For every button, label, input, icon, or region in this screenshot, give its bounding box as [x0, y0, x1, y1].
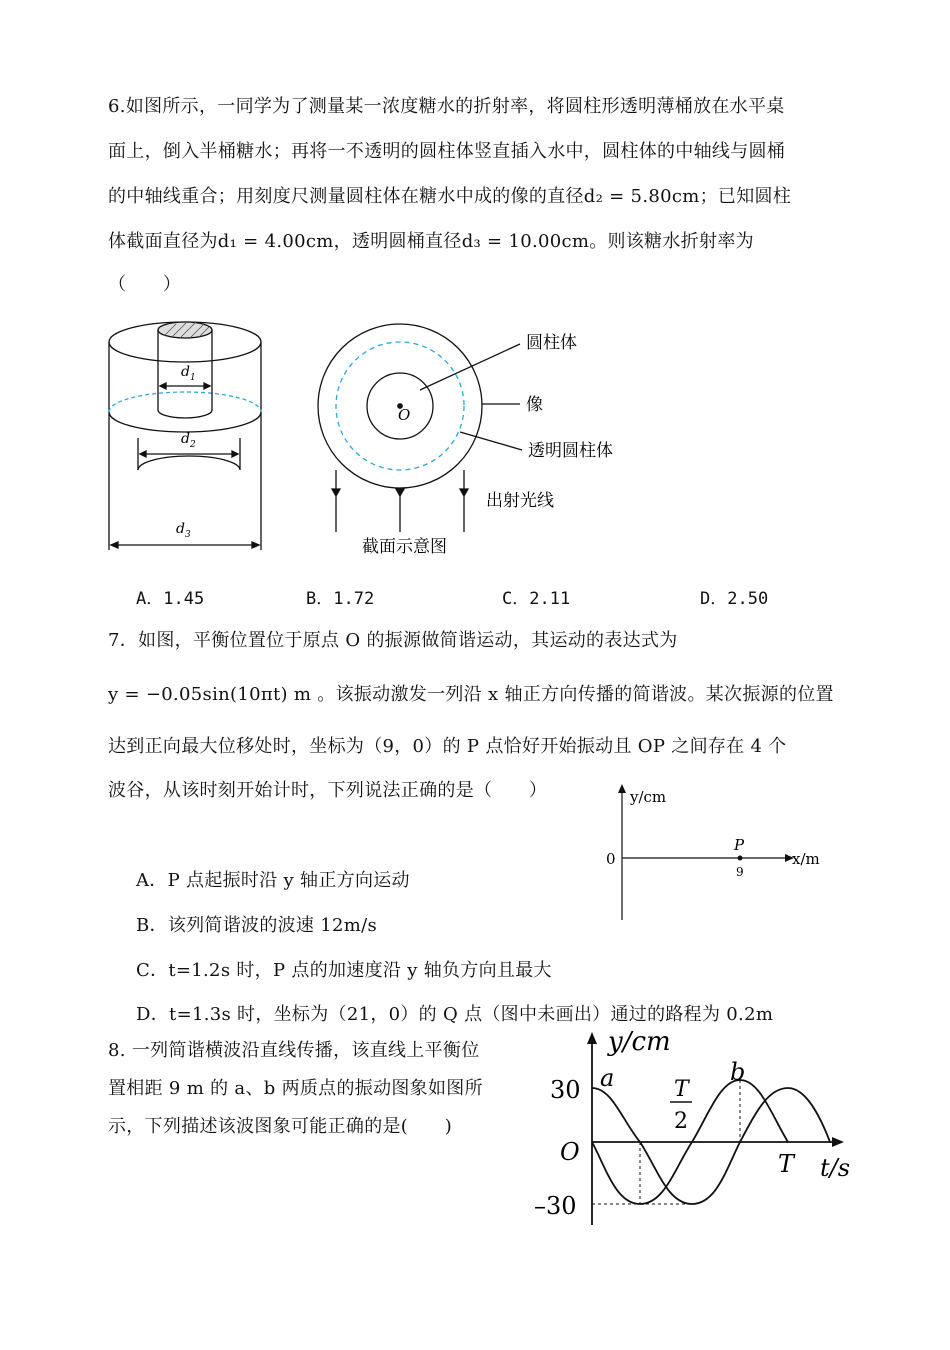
- q6-d1-label: $d_1$: [181, 364, 196, 383]
- q8-label-a: a: [600, 1064, 615, 1092]
- q6-caption: 截面示意图: [362, 537, 447, 557]
- q8-y-top: 30: [550, 1076, 581, 1104]
- q8-half-period-num: T: [674, 1077, 689, 1102]
- q6-label-rays: 出射光线: [486, 491, 554, 511]
- q7-line-3: 达到正向最大位移处时，坐标为（9，0）的 P 点恰好开始振动且 OP 之间存在 4 个: [108, 736, 787, 757]
- q6-d3-label: $d_3$: [176, 521, 191, 540]
- q7-p-x: 9: [736, 865, 744, 879]
- q6-d2-label: $d_2$: [181, 431, 196, 450]
- q8-line-2: 置相距 9 m 的 a、b 两质点的振动图象如图所: [108, 1078, 483, 1099]
- q6-label-image: 像: [526, 395, 543, 415]
- q6-option-a[interactable]: A．1.45: [136, 589, 205, 609]
- q7-point-p: [738, 856, 743, 861]
- q6-line-4: 体截面直径为d₁ = 4.00cm，透明圆桶直径d₃ = 10.00cm。则该糖水折射率为: [108, 231, 754, 252]
- q7-option-b[interactable]: B．该列简谐波的波速 12m/s: [136, 915, 378, 936]
- q8-origin: O: [560, 1138, 580, 1166]
- q7-line-1: 7．如图，平衡位置位于原点 O 的振源做简谐运动，其运动的表达式为: [108, 630, 678, 651]
- q7-line-2: y = −0.05sin(10πt) m 。该振动激发一列沿 x 轴正方向传播的简谐波。某次振源的位置: [108, 684, 834, 705]
- q8-ylabel: y/cm: [608, 1027, 671, 1057]
- q8-wave-a: [592, 1088, 830, 1204]
- q7-figure: [600, 780, 840, 925]
- q6-figure: [100, 310, 660, 565]
- q7-line-4: 波谷，从该时刻开始计时，下列说法正确的是（ ）: [108, 780, 548, 801]
- q8-figure: [530, 1020, 860, 1230]
- q7-origin: 0: [606, 850, 616, 868]
- q7-xlabel: x/m: [792, 850, 820, 868]
- q7-p-label: P: [734, 836, 745, 854]
- q6-label-tube: 透明圆柱体: [528, 441, 613, 461]
- q6-line-2: 面上，倒入半桶糖水；再将一不透明的圆柱体竖直插入水中，圆柱体的中轴线与圆桶: [108, 141, 786, 162]
- q8-xlabel: t/s: [820, 1154, 851, 1182]
- q6-center-O: O: [398, 406, 411, 424]
- q7-option-a[interactable]: A．P 点起振时沿 y 轴正方向运动: [136, 870, 410, 891]
- q6-line-1: 6.如图所示，一同学为了测量某一浓度糖水的折射率，将圆柱形透明薄桶放在水平桌: [108, 96, 785, 117]
- q8-line-1: 8. 一列简谐横波沿直线传播，该直线上平衡位: [108, 1040, 480, 1061]
- q7-option-d[interactable]: D．t=1.3s 时，坐标为（21，0）的 Q 点（图中未画出）通过的路程为 0.2m: [136, 1004, 774, 1025]
- q7-ylabel: y/cm: [630, 788, 667, 806]
- q8-line-3: 示，下列描述该波图象可能正确的是( ): [108, 1116, 453, 1137]
- q8-half-period-den: 2: [674, 1109, 688, 1134]
- q8-period-T: T: [778, 1150, 795, 1178]
- q6-option-c[interactable]: C．2.11: [502, 589, 571, 609]
- q8-label-b: b: [730, 1058, 746, 1086]
- q6-line-3: 的中轴线重合；用刻度尺测量圆柱体在糖水中成的像的直径d₂ = 5.80cm；已知圆柱: [108, 186, 792, 207]
- q6-label-cylinder: 圆柱体: [526, 333, 577, 353]
- q7-option-c[interactable]: C．t=1.2s 时，P 点的加速度沿 y 轴负方向且最大: [136, 960, 552, 981]
- q8-y-bottom: –30: [534, 1192, 577, 1220]
- q6-answer-bracket: （ ）: [108, 274, 182, 295]
- q6-option-d[interactable]: D．2.50: [700, 589, 769, 609]
- q6-option-b[interactable]: B．1.72: [306, 589, 375, 609]
